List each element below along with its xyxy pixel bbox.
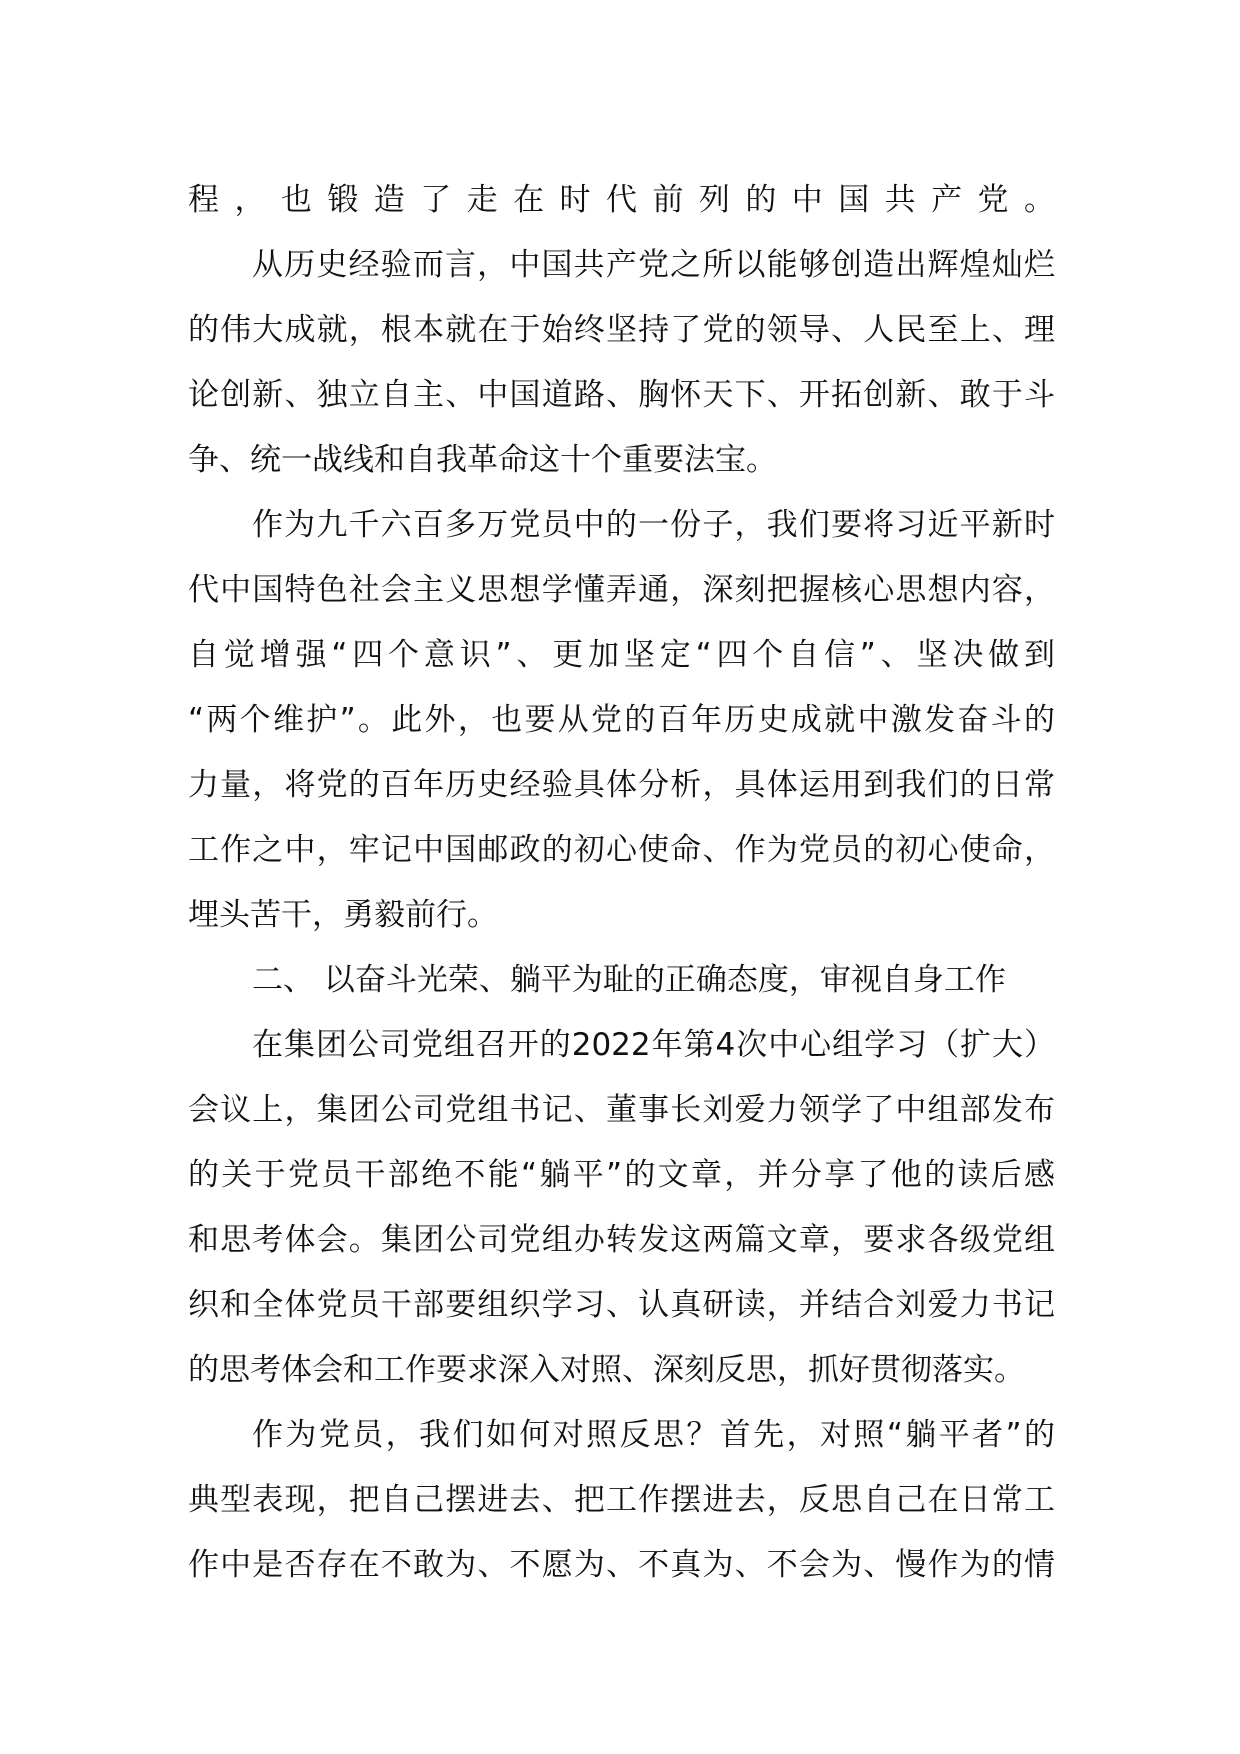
text-line-7: 代中国特色社会主义思想学懂弄通，深刻把握核心思想内容， (188, 572, 1055, 608)
text-line-16: 的关于党员干部绝不能“躺平”的文章，并分享了他的读后感 (188, 1157, 1055, 1193)
text-line-10: 力量，将党的百年历史经验具体分析，具体运用到我们的日常 (188, 767, 1055, 803)
paragraph-start-line-2: 从历史经验而言，中国共产党之所以能够创造出辉煌灿烂 (252, 247, 1055, 283)
paragraph-start-line-6: 作为九千六百多万党员中的一份子，我们要将习近平新时 (252, 507, 1055, 543)
text-line-21: 典型表现，把自己摆进去、把工作摆进去，反思自己在日常工 (188, 1482, 1055, 1518)
text-line-4: 论创新、独立自主、中国道路、胸怀天下、开拓创新、敢于斗 (188, 377, 1055, 413)
paragraph-start-line-20: 作为党员，我们如何对照反思？首先，对照“躺平者”的 (252, 1417, 1055, 1453)
section-heading: 二、 以奋斗光荣、躺平为耻的正确态度，审视自身工作 (252, 962, 1006, 998)
document-page (188, 168, 1055, 1598)
text-line-17: 和思考体会。集团公司党组办转发这两篇文章，要求各级党组 (188, 1222, 1055, 1258)
text-line-5: 争、统一战线和自我革命这十个重要法宝。 (188, 442, 777, 478)
text-line-3: 的伟大成就，根本就在于始终坚持了党的领导、人民至上、理 (188, 312, 1055, 348)
text-line-12: 埋头苦干，勇毅前行。 (188, 897, 498, 933)
text-line-9: “两个维护”。此外，也要从党的百年历史成就中激发奋斗的 (188, 702, 1055, 738)
text-line-18: 织和全体党员干部要组织学习、认真研读，并结合刘爱力书记 (188, 1287, 1055, 1323)
text-line-22: 作中是否存在不敢为、不愿为、不真为、不会为、慢作为的情 (188, 1547, 1055, 1583)
text-line-8: 自觉增强“四个意识”、更加坚定“四个自信”、坚决做到 (188, 637, 1055, 673)
text-line-15: 会议上，集团公司党组书记、董事长刘爱力领学了中组部发布 (188, 1092, 1055, 1128)
text-line-19: 的思考体会和工作要求深入对照、深刻反思，抓好贯彻落实。 (188, 1352, 1025, 1388)
text-line-11: 工作之中，牢记中国邮政的初心使命、作为党员的初心使命， (188, 832, 1055, 868)
text-line-1: 程，也锻造了走在时代前列的中国共产党。 (188, 182, 1055, 218)
paragraph-start-line-14: 在集团公司党组召开的2022年第4次中心组学习（扩大） (252, 1027, 1055, 1063)
